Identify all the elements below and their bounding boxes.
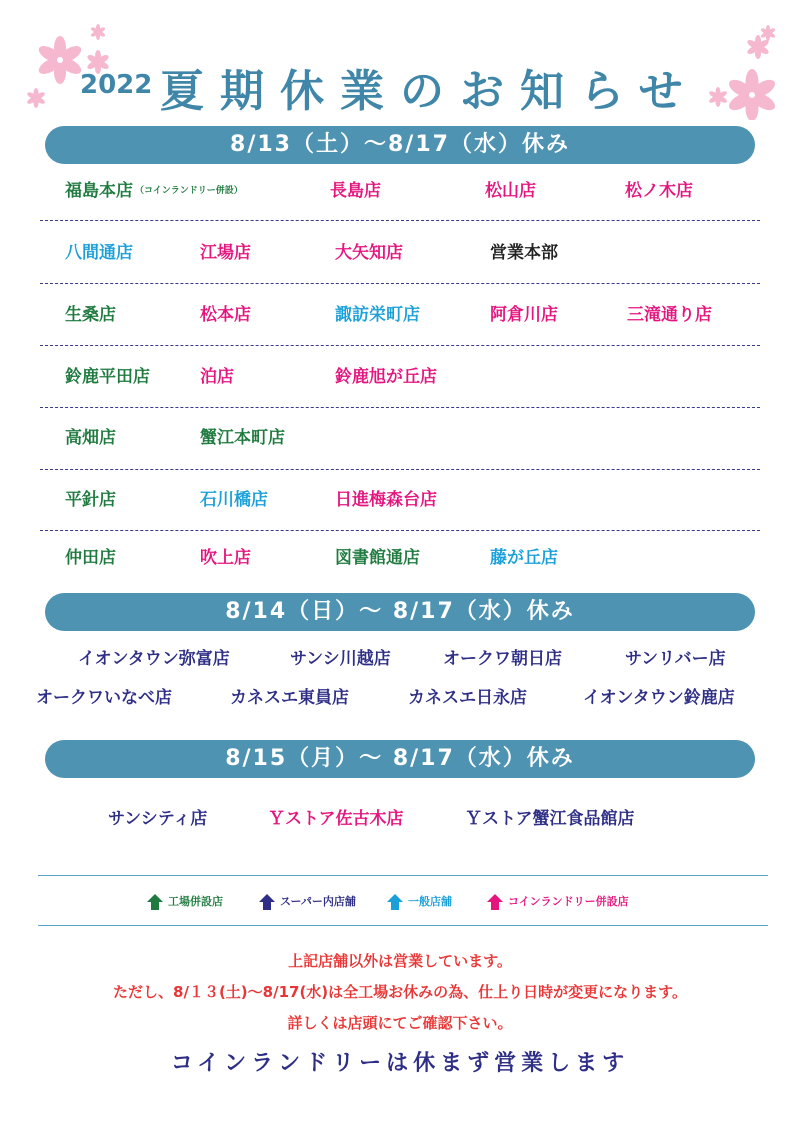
legend-item-factory	[146, 890, 223, 914]
store-name	[490, 300, 558, 330]
store-label: 松山店	[485, 181, 536, 201]
store-label: 阿倉川店	[490, 305, 558, 325]
store-name	[230, 683, 349, 713]
house-icon	[486, 893, 504, 911]
store-label: イオンタウン弥富店	[78, 649, 230, 669]
store-name	[65, 300, 116, 330]
legend-label: 工場併設店	[168, 895, 223, 908]
store-name	[485, 176, 536, 206]
store-label: 蟹江本町店	[200, 428, 285, 448]
row-divider	[40, 345, 760, 346]
store-label: Ｙストア佐古木店	[268, 809, 404, 829]
store-name	[625, 644, 726, 674]
store-name	[335, 362, 437, 392]
store-row	[0, 423, 800, 453]
store-name	[36, 683, 172, 713]
store-label: 仲田店	[65, 548, 116, 568]
store-row	[0, 238, 800, 268]
row-divider	[40, 283, 760, 284]
store-label: 高畑店	[65, 428, 116, 448]
store-row	[0, 683, 800, 713]
store-label: 三滝通り店	[627, 305, 712, 325]
store-name	[625, 176, 693, 206]
notice-line-2: ただし、8/１３(土)～8/17(水)は全工場お休みの為、仕上り日時が変更になります。	[113, 983, 687, 1001]
store-label: 図書館通店	[335, 548, 420, 568]
period-header-bar: 8/13（土）～8/17（水）休み	[45, 126, 755, 164]
row-divider	[40, 407, 760, 408]
store-row	[0, 300, 800, 330]
legend-item-supermarket	[258, 890, 356, 914]
store-name	[335, 543, 420, 573]
store-name	[335, 300, 420, 330]
store-label: オークワ朝日店	[443, 649, 562, 669]
store-name	[200, 543, 251, 573]
store-name	[65, 423, 116, 453]
store-row	[0, 362, 800, 392]
store-name	[200, 362, 234, 392]
store-name	[200, 238, 251, 268]
footer-message: コインランドリーは休まず営業します	[170, 1051, 630, 1076]
row-divider	[40, 469, 760, 470]
store-label: 江場店	[200, 243, 251, 263]
store-note: （コインランドリー併設）	[135, 186, 243, 196]
store-label: 日進梅森台店	[335, 490, 437, 510]
header-year: 2022	[80, 70, 153, 100]
store-name	[65, 362, 150, 392]
notice-line-1: 上記店舗以外は営業しています。	[288, 952, 512, 970]
legend-top-divider	[38, 875, 768, 876]
store-label: 鈴鹿平田店	[65, 367, 150, 387]
legend-label: スーパー内店舗	[280, 895, 356, 908]
store-label: 諏訪栄町店	[335, 305, 420, 325]
store-label: 藤が丘店	[490, 548, 558, 568]
store-name	[583, 683, 735, 713]
store-label: 鈴鹿旭が丘店	[335, 367, 437, 387]
store-label: 松本店	[200, 305, 251, 325]
store-label: オークワいなべ店	[36, 688, 172, 708]
house-icon	[258, 893, 276, 911]
store-name	[465, 804, 635, 834]
store-row	[0, 485, 800, 515]
store-label: 平針店	[65, 490, 116, 510]
store-label: Ｙストア蟹江食品館店	[465, 809, 635, 829]
store-name	[78, 644, 230, 674]
store-row	[0, 804, 800, 834]
period-header-bar: 8/14（日）～ 8/17（水）休み	[45, 593, 755, 631]
legend-label: コインランドリー併設店	[508, 895, 629, 908]
store-name	[65, 543, 116, 573]
legend-bottom-divider	[38, 925, 768, 926]
store-label: サンシティ店	[108, 809, 208, 829]
store-name	[200, 300, 251, 330]
store-label: カネスエ日永店	[408, 688, 527, 708]
store-label: イオンタウン鈴鹿店	[583, 688, 735, 708]
store-label: サンリバー店	[625, 649, 726, 669]
store-label: 生桑店	[65, 305, 116, 325]
store-label: 泊店	[200, 367, 234, 387]
store-type-legend	[0, 890, 800, 914]
store-label: サンシ川越店	[290, 649, 391, 669]
store-name	[627, 300, 712, 330]
store-name	[490, 543, 558, 573]
store-name	[335, 485, 437, 515]
house-icon	[386, 893, 404, 911]
row-divider	[40, 220, 760, 221]
store-name	[335, 238, 403, 268]
store-name	[490, 238, 558, 268]
store-name	[443, 644, 562, 674]
store-label: 石川橋店	[200, 490, 268, 510]
store-name	[330, 176, 381, 206]
store-name	[65, 176, 243, 206]
legend-item-general	[386, 890, 452, 914]
flower-decoration-top-right	[700, 25, 795, 120]
store-label: 吹上店	[200, 548, 251, 568]
house-icon	[146, 893, 164, 911]
store-name	[268, 804, 404, 834]
legend-label: 一般店舗	[408, 895, 452, 908]
store-label: 松ノ木店	[625, 181, 693, 201]
store-label: 八間通店	[65, 243, 133, 263]
store-name	[108, 804, 207, 834]
store-row	[0, 176, 800, 206]
store-name	[65, 485, 116, 515]
store-label: 大矢知店	[335, 243, 403, 263]
store-label: 営業本部	[490, 243, 558, 263]
store-label: 福島本店	[65, 181, 133, 201]
store-name	[200, 485, 268, 515]
store-name	[290, 644, 391, 674]
notice-line-3: 詳しくは店頭にてご確認下さい。	[287, 1014, 513, 1032]
legend-item-laundry	[486, 890, 629, 914]
store-row	[0, 543, 800, 573]
row-divider	[40, 530, 760, 531]
period-header-bar: 8/15（月）～ 8/17（水）休み	[45, 740, 755, 778]
store-name	[65, 238, 133, 268]
store-label: 長島店	[330, 181, 381, 201]
store-name	[408, 683, 527, 713]
store-row	[0, 644, 800, 674]
store-label: カネスエ東員店	[230, 688, 349, 708]
store-name	[200, 423, 285, 453]
page-title: 夏期休業のお知らせ	[160, 66, 699, 117]
